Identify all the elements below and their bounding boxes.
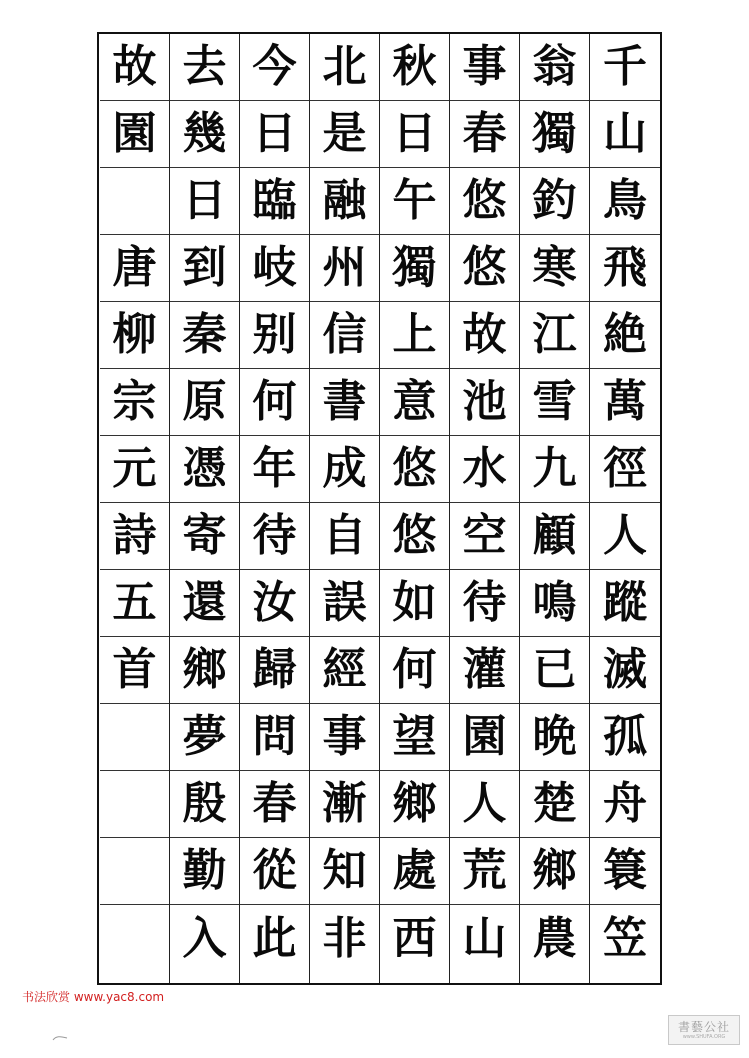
character-cell: 還 [170,570,239,637]
character-cell: 書 [310,369,379,436]
publisher-seal [668,1015,740,1045]
character-cell: 水 [450,436,519,503]
character-cell: 秦 [170,302,239,369]
character-cell [100,905,169,972]
character-cell: 荒 [450,838,519,905]
character-cell: 晩 [520,704,589,771]
character-cell: 融 [310,168,379,235]
seal-url: www.SHUFA.ORG [682,1033,726,1040]
character-cell: 入 [182,912,227,964]
grid-column [380,34,450,983]
character-cell: 徑 [590,436,660,503]
character-cell: 汝 [240,570,309,637]
character-cell: 原 [170,369,239,436]
character-cell: 事 [450,34,519,101]
character-cell: 唐 [100,235,169,302]
character-cell: 勤 [170,838,239,905]
character-cell: 西 [392,912,437,964]
character-cell: 問 [240,704,309,771]
character-cell: 鳴 [520,570,589,637]
grid-column [170,34,240,983]
character-cell: 漸 [310,771,379,838]
character-cell: 日 [380,101,449,168]
character-cell: 故 [100,34,169,101]
character-cell: 州 [310,235,379,302]
character-cell: 岐 [240,235,309,302]
grid-column [520,34,590,983]
character-cell: 鄉 [520,838,589,905]
character-cell: 何 [380,637,449,704]
character-cell: 獨 [380,235,449,302]
character-cell: 人 [450,771,519,838]
paper-smudge-mark [52,1034,68,1042]
character-cell: 何 [240,369,309,436]
character-cell: 釣 [520,168,589,235]
character-cell: 山 [590,101,660,168]
character-cell: 自 [310,503,379,570]
grid-column [240,34,310,983]
character-cell: 此 [252,912,297,964]
character-cell: 日 [240,101,309,168]
character-cell: 幾 [170,101,239,168]
character-cell: 别 [240,302,309,369]
grid-column [100,34,170,983]
character-cell: 信 [310,302,379,369]
character-cell: 獨 [520,101,589,168]
seal-text: 書藝公社 [677,1019,730,1034]
character-cell [100,838,169,905]
character-cell: 絶 [590,302,660,369]
character-cell: 空 [450,503,519,570]
character-cell: 鳥 [590,168,660,235]
character-cell: 從 [240,838,309,905]
character-cell: 蹤 [590,570,660,637]
character-cell: 顧 [520,503,589,570]
character-cell: 悠 [450,168,519,235]
character-cell: 萬 [590,369,660,436]
grid-column [310,34,380,983]
character-cell: 江 [520,302,589,369]
character-cell: 年 [240,436,309,503]
character-cell: 臨 [240,168,309,235]
character-cell: 九 [520,436,589,503]
character-cell: 上 [380,302,449,369]
character-cell: 山 [462,912,507,964]
character-cell: 笠 [603,912,647,964]
character-cell: 待 [240,503,309,570]
character-cell: 去 [170,34,239,101]
character-cell: 寄 [170,503,239,570]
character-cell: 日 [170,168,239,235]
character-cell: 夢 [170,704,239,771]
character-cell: 歸 [240,637,309,704]
character-cell: 如 [380,570,449,637]
site-watermark: 书法欣赏 www.yac8.com [22,990,165,1004]
character-cell: 悠 [380,436,449,503]
character-cell: 飛 [590,235,660,302]
character-cell: 滅 [590,637,660,704]
grid-column [590,34,660,983]
character-cell: 詩 [100,503,169,570]
character-cell: 池 [450,369,519,436]
character-cell: 雪 [520,369,589,436]
character-cell: 春 [450,101,519,168]
character-cell: 憑 [170,436,239,503]
character-cell: 寒 [520,235,589,302]
character-cell: 事 [310,704,379,771]
character-cell [100,168,169,235]
character-cell: 農 [532,912,577,964]
character-cell: 舟 [590,771,660,838]
character-cell: 今 [240,34,309,101]
character-cell: 宗 [100,369,169,436]
character-cell: 悠 [380,503,449,570]
character-cell: 柳 [100,302,169,369]
character-cell: 鄉 [380,771,449,838]
character-cell: 誤 [310,570,379,637]
character-cell: 是 [310,101,379,168]
character-cell: 待 [450,570,519,637]
character-cell: 故 [450,302,519,369]
character-cell: 殷 [170,771,239,838]
character-cell [100,704,169,771]
character-cell [100,771,169,838]
character-cell: 灌 [450,637,519,704]
character-cell: 非 [322,912,367,964]
calligraphy-grid-sheet [97,32,662,985]
character-cell: 簑 [590,838,660,905]
character-cell: 首 [100,637,169,704]
character-cell: 經 [310,637,379,704]
character-cell: 園 [450,704,519,771]
character-cell: 意 [380,369,449,436]
character-cell: 園 [100,101,169,168]
character-cell: 北 [310,34,379,101]
character-cell: 楚 [520,771,589,838]
character-cell: 春 [240,771,309,838]
character-cell: 千 [590,34,660,101]
character-cell: 元 [100,436,169,503]
grid-column [450,34,520,983]
character-cell: 成 [310,436,379,503]
character-cell: 知 [310,838,379,905]
character-cell: 翁 [520,34,589,101]
character-cell: 處 [380,838,449,905]
character-cell: 鄉 [170,637,239,704]
character-cell: 五 [100,570,169,637]
character-cell: 秋 [380,34,449,101]
character-cell: 望 [380,704,449,771]
character-cell: 孤 [590,704,660,771]
character-cell: 到 [170,235,239,302]
character-cell: 已 [520,637,589,704]
character-cell: 人 [590,503,660,570]
character-cell: 悠 [450,235,519,302]
character-cell: 午 [380,168,449,235]
